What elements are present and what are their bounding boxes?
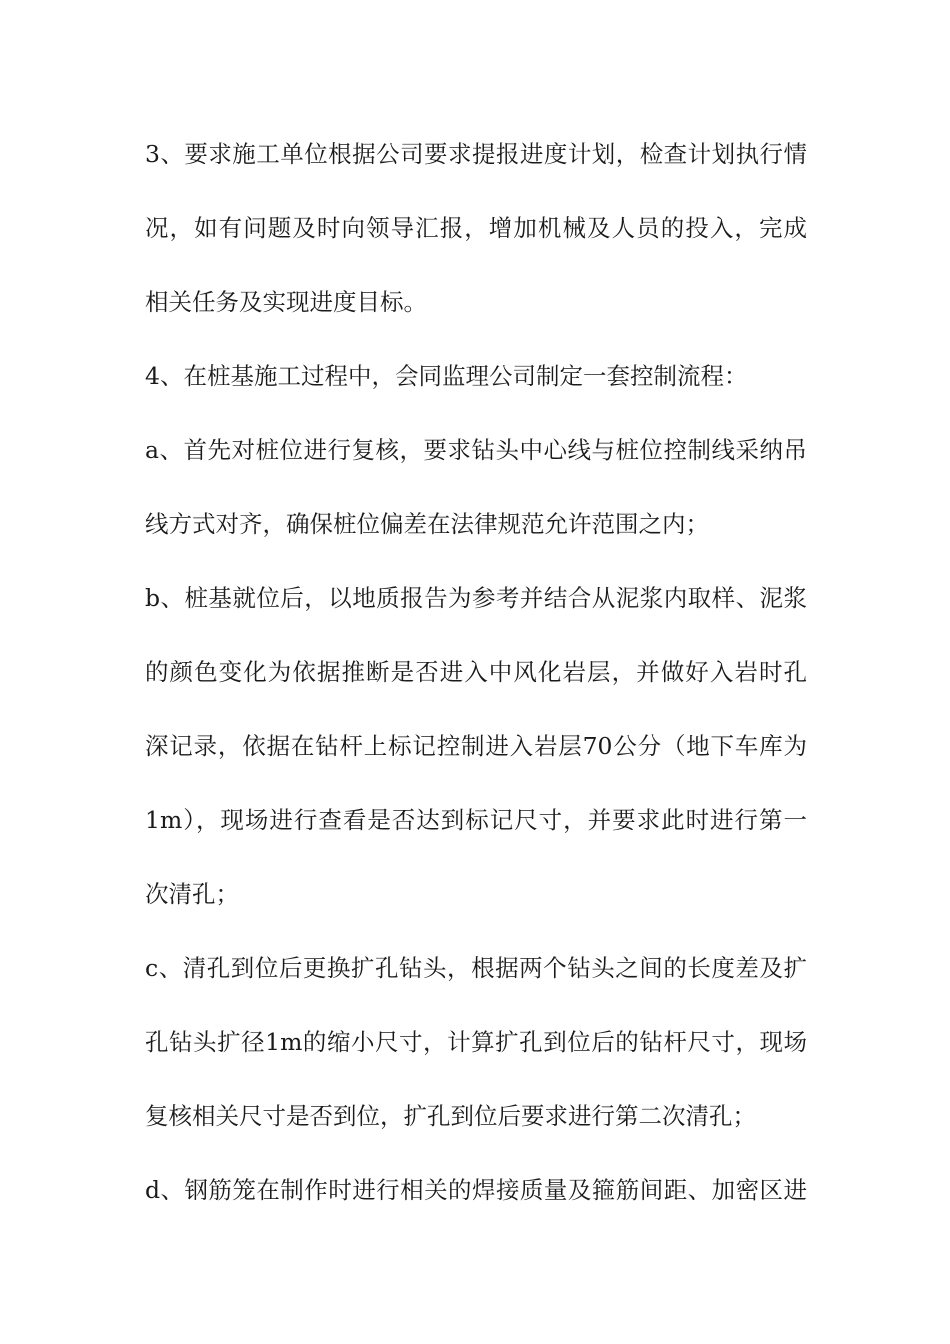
text-line: 相关任务及实现进度目标。: [145, 288, 427, 316]
text-line: c、清孔到位后更换扩孔钻头，根据两个钻头之间的长度差及扩: [145, 954, 807, 982]
text-line: 况，如有问题及时向领导汇报，增加机械及人员的投入，完成: [145, 214, 807, 242]
text-line: 次清孔；: [145, 880, 239, 908]
text-line: 深记录，依据在钻杆上标记控制进入岩层70公分（地下车库为: [145, 732, 807, 760]
text-line: b、桩基就位后，以地质报告为参考并结合从泥浆内取样、泥浆: [145, 584, 807, 612]
text-line: 的颜色变化为依据推断是否进入中风化岩层，并做好入岩时孔: [145, 658, 807, 686]
text-line: 孔钻头扩径1m的缩小尺寸，计算扩孔到位后的钻杆尺寸，现场: [145, 1028, 807, 1056]
text-line: 线方式对齐，确保桩位偏差在法律规范允许范围之内；: [145, 510, 709, 538]
text-line: 复核相关尺寸是否到位，扩孔到位后要求进行第二次清孔；: [145, 1102, 756, 1130]
text-line: d、钢筋笼在制作时进行相关的焊接质量及箍筋间距、加密区进: [145, 1176, 807, 1204]
text-line: 4、在桩基施工过程中，会同监理公司制定一套控制流程：: [145, 362, 748, 390]
text-line: a、首先对桩位进行复核，要求钻头中心线与桩位控制线采纳吊: [145, 436, 807, 464]
text-line: 3、要求施工单位根据公司要求提报进度计划，检查计划执行情: [145, 140, 807, 168]
text-line: 1m），现场进行查看是否达到标记尺寸，并要求此时进行第一: [145, 806, 807, 834]
body-text: [145, 128, 807, 1238]
